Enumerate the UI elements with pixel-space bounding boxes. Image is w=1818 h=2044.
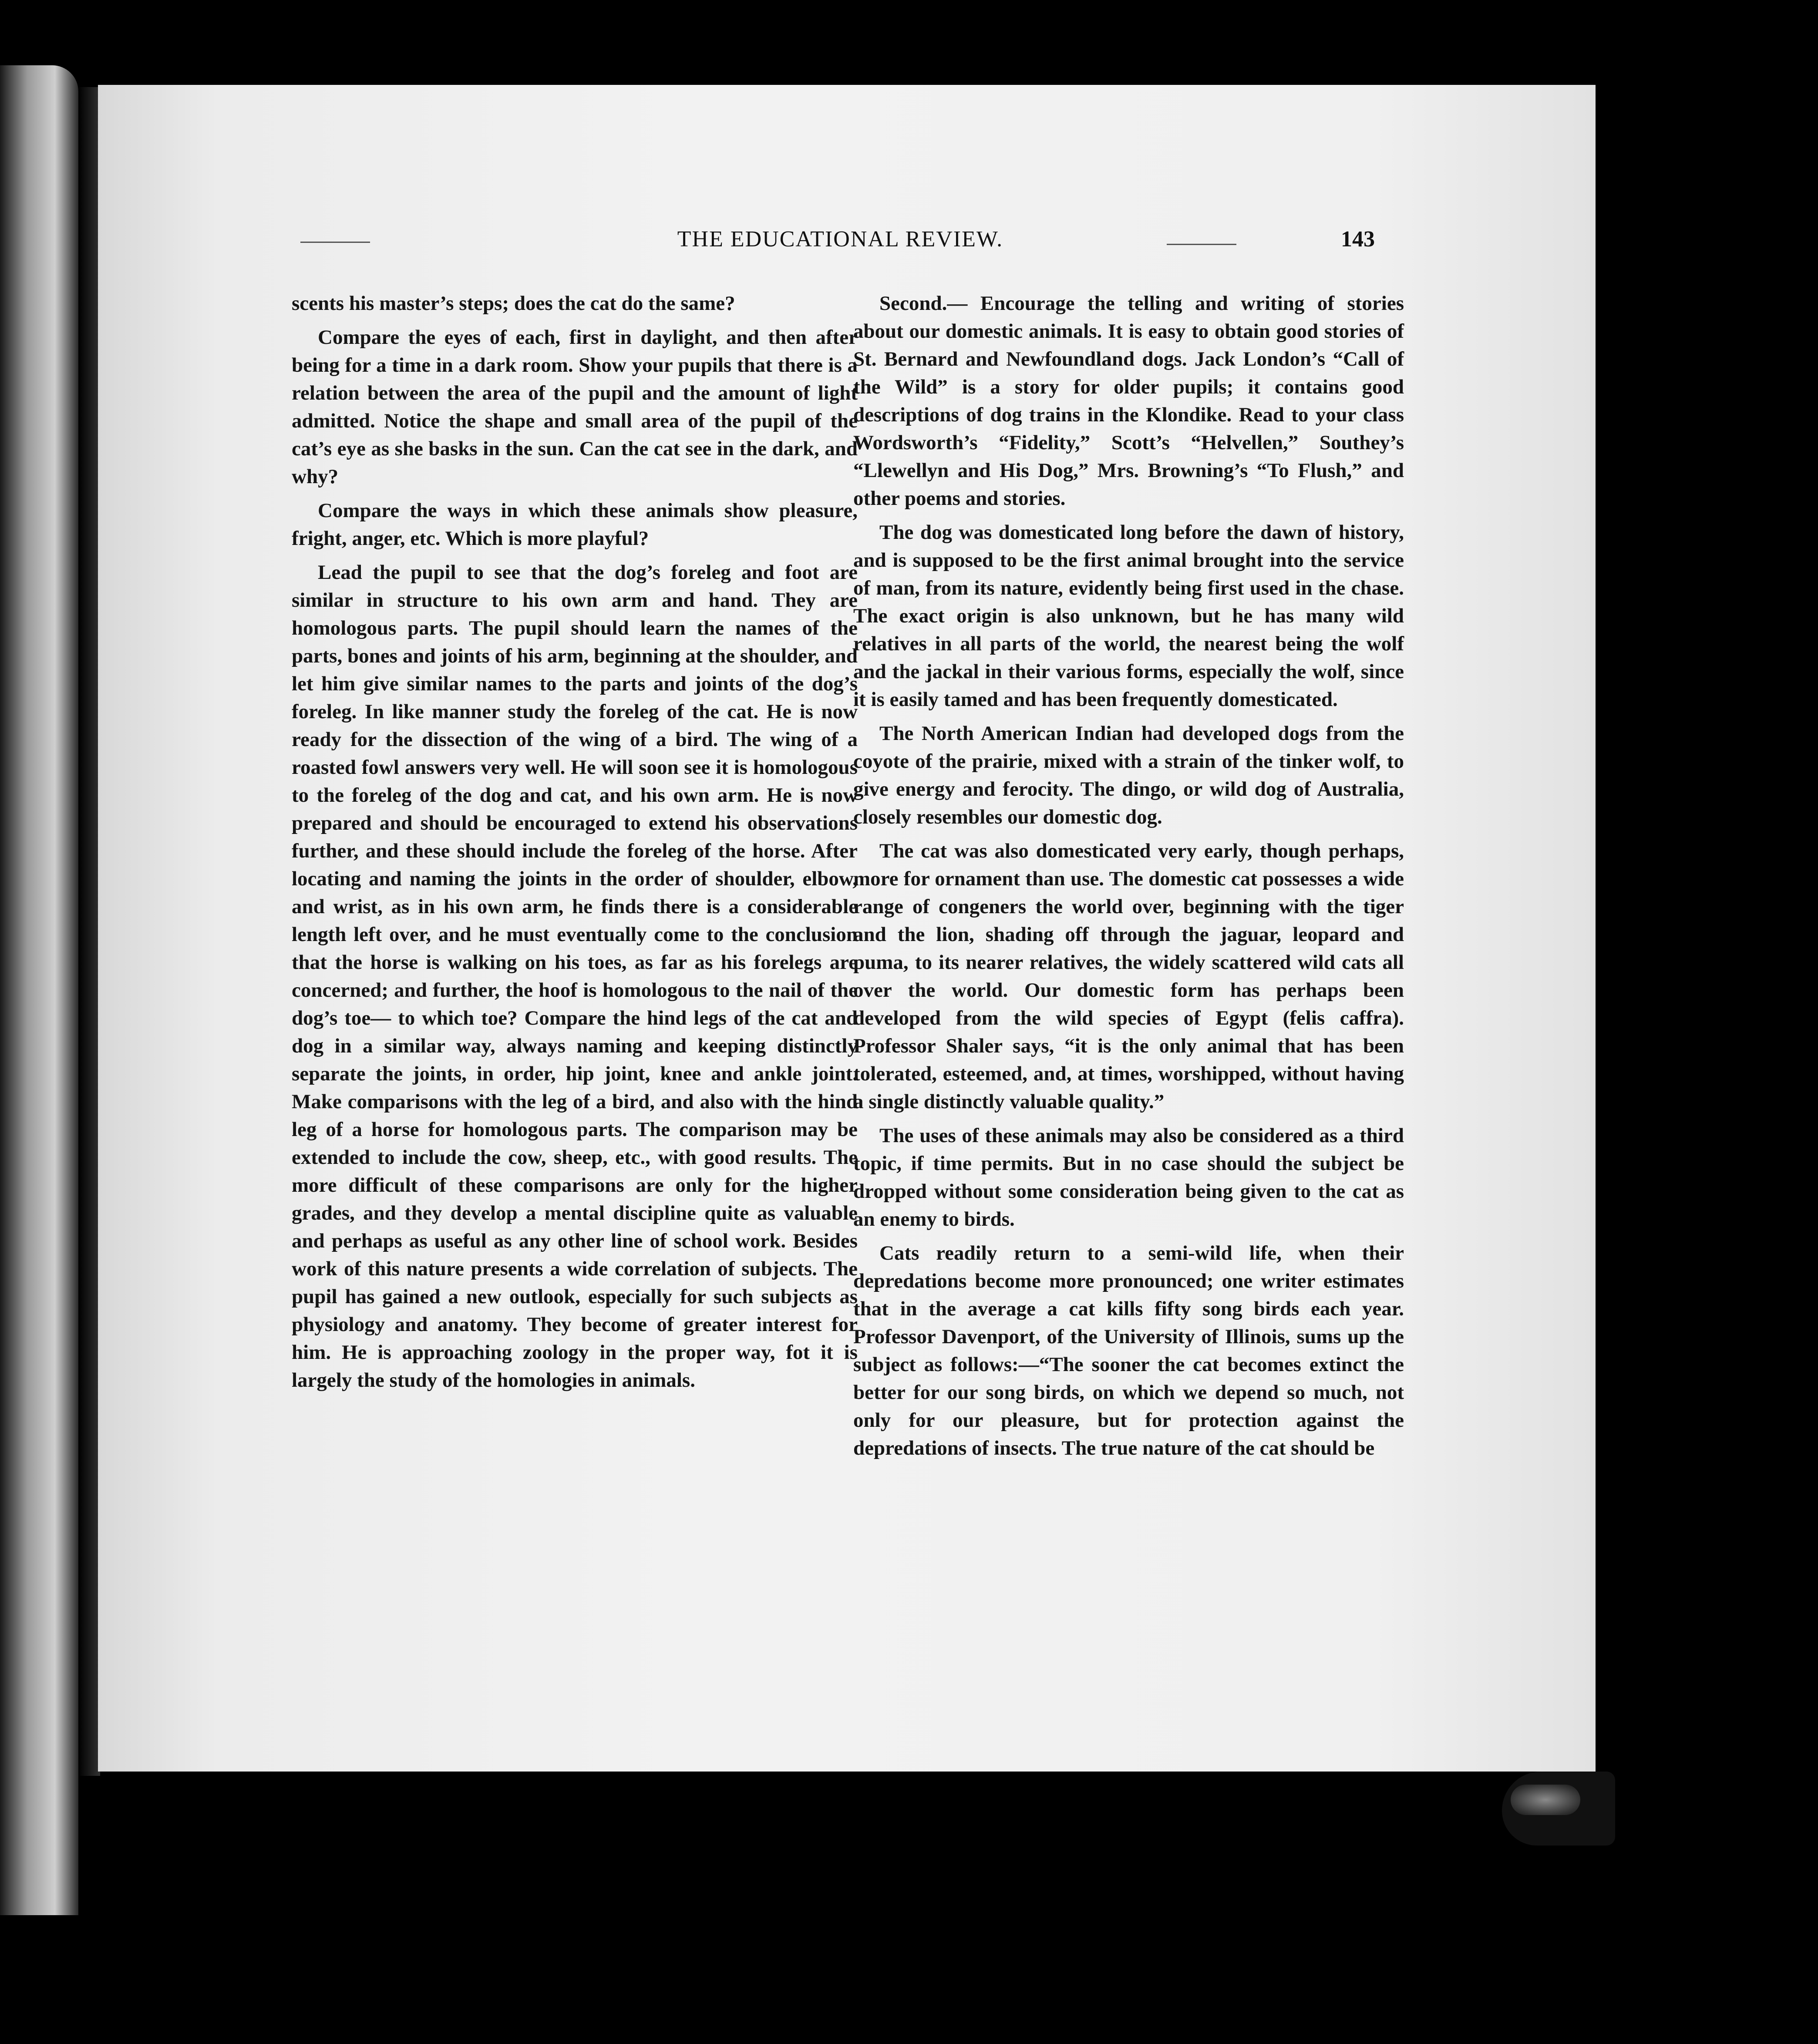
paragraph: scents his master’s steps; does the cat do the same?	[292, 292, 735, 315]
header-ornament-right	[1167, 244, 1236, 245]
paragraph: The dog was domesticated long before the dawn of history, and is supposed to be the first animal brought into the service of man, from its nature, evidently being first used in the chase. The exact origin is also unknown, but he has many wild relatives in all parts of the world, the nearest being the wolf and the jackal in their various forms, especially the wolf, since it is easily tamed and has been frequently domesticated.	[853, 521, 1404, 711]
paragraph: The uses of these animals may also be considered as a third topic, if time permits. But in no case should the subject be dropped without some consideration being given to the cat as an enemy to birds.	[853, 1124, 1404, 1230]
paragraph: The cat was also domesticated very early, though perhaps, more for ornament than use. The domestic cat possesses a wide range of congeners the world over, beginning with the tiger and the lion, shading off through the jaguar, leopard and puma, to its nearer relatives, the widely scattered wild cats all over the world. Our domestic form has perhaps been developed from the wild species of Egypt (felis caffra). Professor Shaler says, “it is the only animal that has been tolerated, esteemed, and, at times, worshipped, without having a single distinctly valuable quality.”	[853, 840, 1404, 1113]
paragraph: The North American Indian had developed dogs from the coyote of the prairie, mixed with a strain of the tinker wolf, to give energy and ferocity. The dingo, or wild dog of Australia, closely resembles our domestic dog.	[853, 722, 1404, 828]
left-column	[292, 289, 858, 1400]
paragraph: Lead the pupil to see that the dog’s foreleg and foot are similar in structure to his own arm and hand. They are homologous parts. The pupil should learn the names of the parts, bones and joints of his arm, beginning at the shoulder, and let him give similar names to the parts and joints of the dog’s foreleg. In like manner study the foreleg of the cat. He is now ready for the dissection of the wing of a bird. The wing of a roasted fowl answers very well. He will soon see it is homologous to the foreleg of the dog and cat, and his own arm. He is now prepared and should be encouraged to extend his observations further, and these should include the foreleg of the horse. After locating and naming the joints in the order of shoulder, elbow, and wrist, as in his own arm, he finds there is a considerable length left over, and he must eventually come to the conclusion that the horse is walking on his toes, as far as his forelegs are concerned; and further, the hoof is homologous to the nail of the dog’s toe— to which toe? Compare the hind legs of the cat and dog in a similar way, always naming and keeping distinctly separate the joints, in order, hip joint, knee and ankle joint. Make comparisons with the leg of a bird, and also with the hind leg of a horse for homologous parts. The comparison may be extended to include the cow, sheep, etc., with good results. The more difficult of these comparisons are only for the higher grades, and they develop a mental discipline quite as valuable and perhaps as useful as any other line of school work. Besides work of this nature presents a wide correlation of subjects. The pupil has gained a new outlook, especially for such subjects as physiology and anatomy. They become of greater interest for him. He is approaching zoology in the proper way, fot it is largely the study of the homologies in animals.	[292, 561, 858, 1392]
page-number: 143	[1341, 227, 1375, 252]
running-header: THE EDUCATIONAL REVIEW.	[677, 227, 1003, 252]
paragraph: Cats readily return to a semi-wild life, when their depredations become more pronounced; one writer estimates that in the average a cat kills fifty song birds each year. Professor Davenport, of the University of Illinois, sums up the subject as follows:—“The sooner the cat becomes extinct the better for our song birds, on which we depend so much, not only for our pleasure, but for protection against the depredations of insects. The true nature of the cat should be	[853, 1242, 1404, 1459]
right-column	[853, 289, 1404, 1468]
header-ornament-left	[300, 242, 370, 243]
paragraph: Compare the ways in which these animals show pleasure, fright, anger, etc. Which is more playful?	[292, 499, 858, 550]
thumb-highlight	[1511, 1785, 1580, 1815]
gutter-shadow	[78, 87, 100, 1776]
adjacent-page-edge	[0, 65, 78, 1915]
paragraph: Second.— Encourage the telling and writing of stories about our domestic animals. It is easy to obtain good stories of St. Bernard and Newfoundland dogs. Jack London’s “Call of the Wild” is a story for older pupils; it contains good descriptions of dog trains in the Klondike. Read to your class Wordsworth’s “Fidelity,” Scott’s “Helvellen,” Southey’s “Llewellyn and His Dog,” Mrs. Browning’s “To Flush,” and other poems and stories.	[853, 292, 1404, 510]
paragraph: Compare the eyes of each, first in daylight, and then after being for a time in a dark room. Show your pupils that there is a relation between the area of the pupil and the amount of light admitted. Notice the shape and small area of the pupil of the cat’s eye as she basks in the sun. Can the cat see in the dark, and why?	[292, 326, 858, 488]
